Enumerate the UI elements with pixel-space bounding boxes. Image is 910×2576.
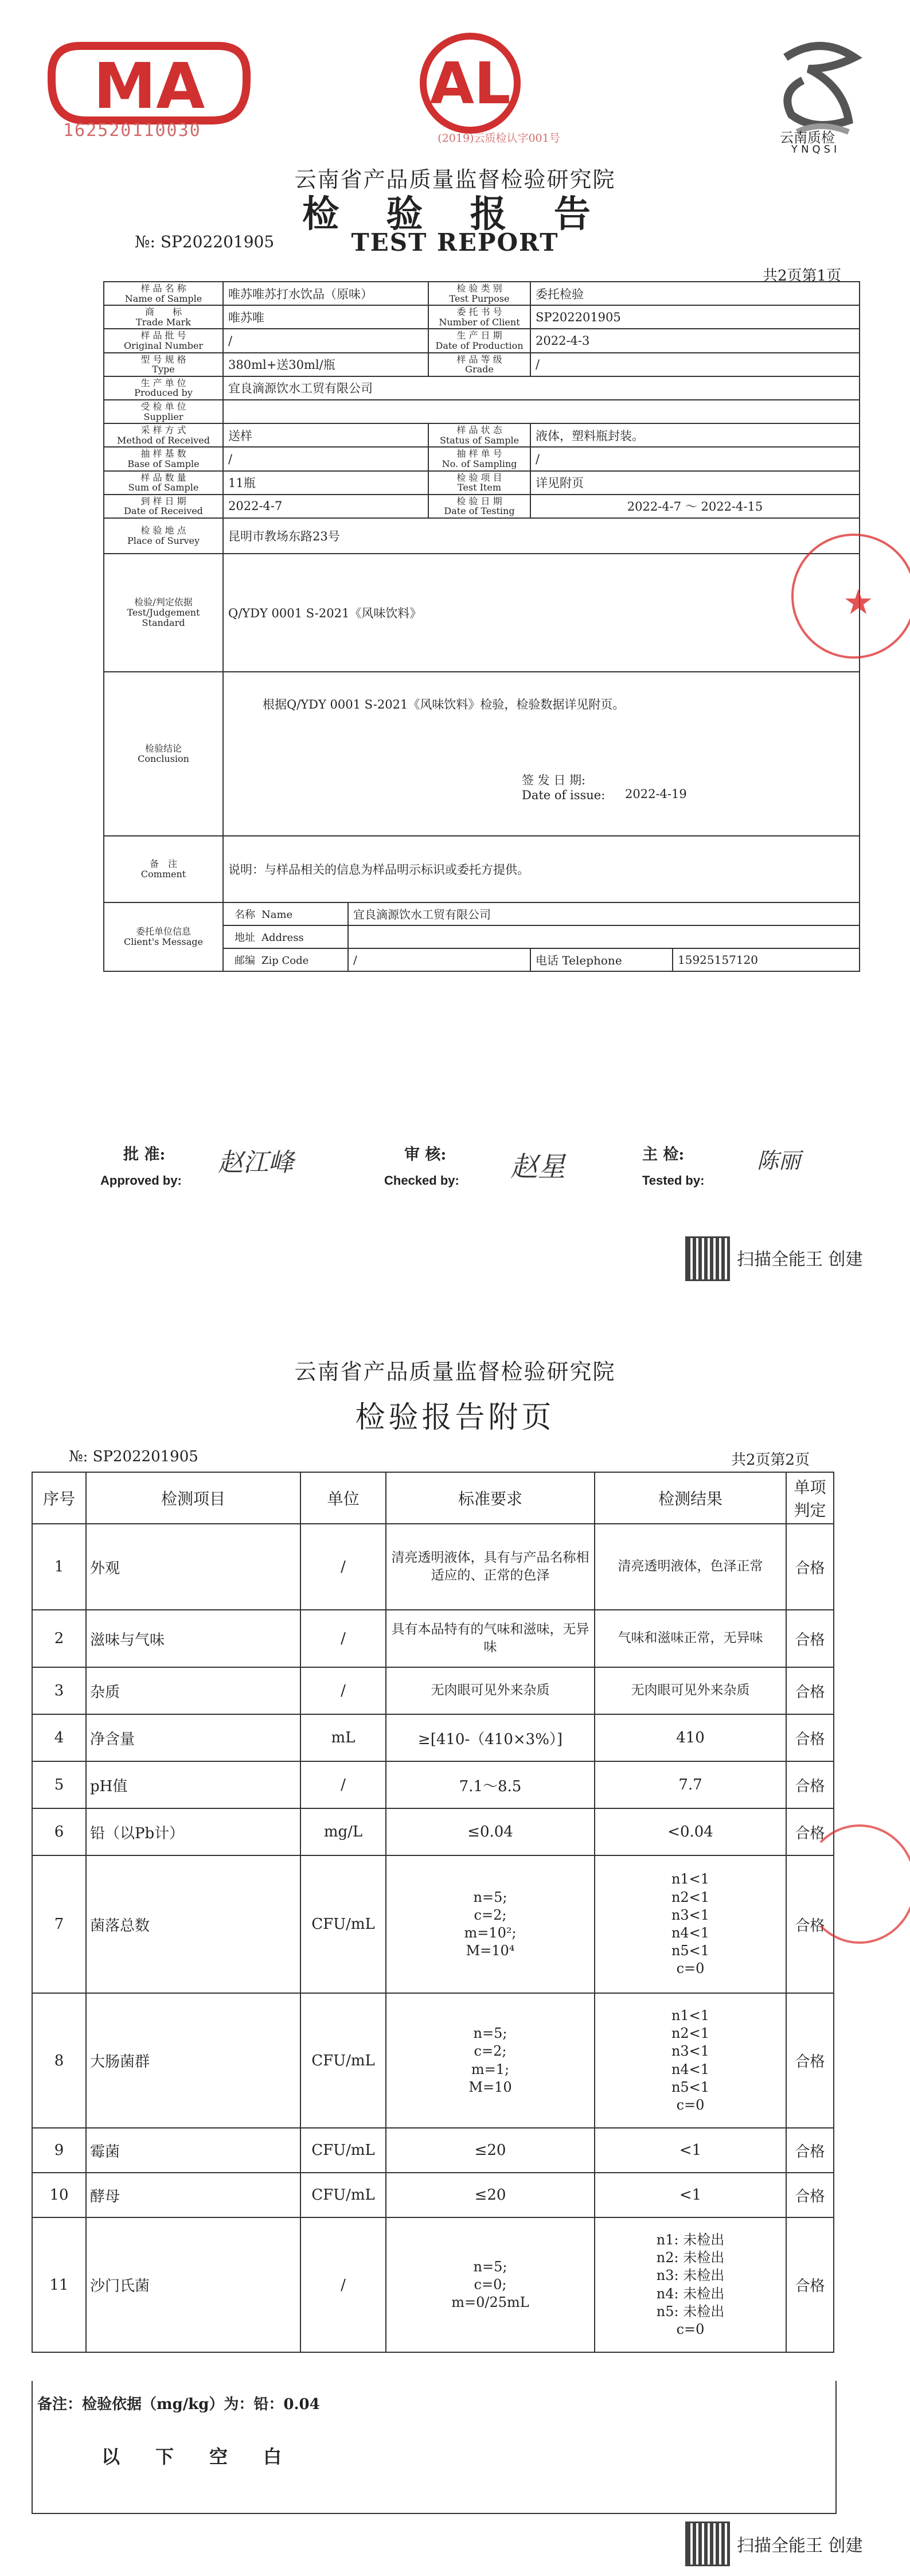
- table-row: [104, 672, 860, 836]
- row-requirement: n=5; c=0; m=0/25mL: [386, 2217, 595, 2352]
- table-row: [104, 902, 860, 971]
- row-requirement: ≤20: [386, 2173, 595, 2217]
- table-row: [104, 423, 860, 447]
- issue-date-label-cn: 签 发 日 期:: [522, 773, 586, 787]
- notes-block: [32, 2381, 837, 2514]
- row-judgement: 合格: [786, 1714, 834, 1761]
- test-purpose-value: 委托检验: [530, 282, 860, 305]
- row-unit: /: [300, 1524, 386, 1610]
- row-requirement: 具有本品特有的气味和滋味，无异味: [386, 1610, 595, 1667]
- grade-label: 样 品 等 级 Grade: [428, 353, 530, 376]
- test-item-value: 详见附页: [530, 471, 860, 495]
- test-purpose-label: 检 验 类 别 Test Purpose: [428, 282, 530, 305]
- row-judgement: 合格: [786, 2217, 834, 2352]
- cal-number: (2019)云质检认字001号: [438, 132, 560, 145]
- page-number: 共2页第1页: [763, 267, 842, 285]
- row-no: 9: [32, 2128, 86, 2173]
- method-received-value: 送样: [223, 423, 428, 447]
- row-item: 沙门氏菌: [86, 2217, 300, 2352]
- row-result: <1: [595, 2173, 786, 2217]
- table-row: [104, 518, 860, 554]
- col-header-item: 检测项目: [86, 1472, 300, 1524]
- client-info-label: 委托单位信息 Client's Message: [104, 902, 223, 971]
- production-date-value: 2022-4-3: [530, 329, 860, 352]
- row-no: 5: [32, 1761, 86, 1808]
- supplier-value: [223, 400, 860, 423]
- row-no: 4: [32, 1714, 86, 1761]
- client-name-label: 名称 Name: [224, 903, 348, 925]
- client-no-value: SP202201905: [530, 305, 860, 329]
- row-requirement: ≤0.04: [386, 1808, 595, 1855]
- row-item: pH值: [86, 1761, 300, 1808]
- table-row: [32, 1855, 834, 1993]
- row-unit: CFU/mL: [300, 1993, 386, 2128]
- original-no-value: /: [223, 329, 428, 352]
- scanner-watermark: 扫描全能王 创建: [737, 1250, 863, 1270]
- standard-value: Q/YDY 0001 S-2021《风味饮料》: [223, 554, 860, 672]
- table-row: [104, 329, 860, 352]
- table-row: [32, 1714, 834, 1761]
- original-no-label: 样 品 批 号 Original Number: [104, 329, 223, 352]
- table-row: [32, 2173, 834, 2217]
- client-address-label: 地址 Address: [224, 925, 348, 948]
- row-unit: mg/L: [300, 1808, 386, 1855]
- table-row: [104, 447, 860, 470]
- row-result: 气味和滋味正常，无异味: [595, 1610, 786, 1667]
- row-result: 清亮透明液体，色泽正常: [595, 1524, 786, 1610]
- qr-code-icon: [685, 2521, 730, 2566]
- row-no: 10: [32, 2173, 86, 2217]
- table-row: [32, 1808, 834, 1855]
- client-info-cell: [223, 902, 860, 971]
- base-sample-label: 抽 样 基 数 Base of Sample: [104, 447, 223, 470]
- table-row: [32, 1761, 834, 1808]
- issue-date-value: 2022-4-19: [625, 787, 687, 801]
- table-row: [104, 471, 860, 495]
- col-header-requirement: 标准要求: [386, 1472, 595, 1524]
- table-row: [104, 282, 860, 305]
- row-requirement: n=5; c=2; m=1; M=10: [386, 1993, 595, 2128]
- producer-value: 宜良滴源饮水工贸有限公司: [223, 376, 860, 400]
- row-item: 杂质: [86, 1667, 300, 1714]
- ynqsi-name: 云南质检: [780, 130, 835, 146]
- issue-date-label-en: Date of issue:: [522, 788, 606, 803]
- row-no: 1: [32, 1524, 86, 1610]
- col-header-judgement: 单项判定: [786, 1472, 834, 1524]
- approved-label-cn: 批 准:: [123, 1146, 166, 1164]
- notes-text: 备注：检验依据（mg/kg）为：铅：0.04: [37, 2396, 320, 2413]
- client-name-value: 宜良滴源饮水工贸有限公司: [348, 903, 859, 925]
- cal-logo-text: AL: [429, 50, 511, 117]
- row-result: <0.04: [595, 1808, 786, 1855]
- type-label: 型 号 规 格 Type: [104, 353, 223, 376]
- row-no: 7: [32, 1855, 86, 1993]
- table-row: [104, 376, 860, 400]
- sample-name-value: 唯苏唯苏打水饮品（原味）: [223, 282, 428, 305]
- row-requirement: 无肉眼可见外来杂质: [386, 1667, 595, 1714]
- type-value: 380ml+送30ml/瓶: [223, 353, 428, 376]
- qr-code-icon: [685, 1236, 730, 1281]
- standard-label: 检验/判定依据 Test/Judgement Standard: [104, 554, 223, 672]
- row-item: 霉菌: [86, 2128, 300, 2173]
- row-unit: CFU/mL: [300, 2128, 386, 2173]
- appendix-title: 检验报告附页: [355, 1400, 555, 1435]
- checked-label-en: Checked by:: [384, 1173, 459, 1188]
- report-number: №: SP202201905: [135, 232, 275, 251]
- sample-name-label: 样 品 名 称 Name of Sample: [104, 282, 223, 305]
- report-title-cn: 检 验 报 告: [302, 193, 608, 236]
- col-header-result: 检测结果: [595, 1472, 786, 1524]
- row-judgement: 合格: [786, 1855, 834, 1993]
- table-row: [104, 305, 860, 329]
- partial-stamp: [803, 1824, 910, 1944]
- table-row: [32, 1993, 834, 2128]
- row-result: n1<1 n2<1 n3<1 n4<1 n5<1 c=0: [595, 1993, 786, 2128]
- client-no-label: 委 托 书 号 Number of Client: [428, 305, 530, 329]
- trade-mark-label: 商 标 Trade Mark: [104, 305, 223, 329]
- approved-signature: 赵江峰: [218, 1148, 294, 1177]
- tested-label-en: Tested by:: [642, 1173, 705, 1188]
- conclusion-label: 检验结论 Conclusion: [104, 672, 223, 836]
- row-judgement: 合格: [786, 1993, 834, 2128]
- row-result: n1: 未检出 n2: 未检出 n3: 未检出 n4: 未检出 n5: 未检出 c=0: [595, 2217, 786, 2352]
- row-requirement: 7.1～8.5: [386, 1761, 595, 1808]
- checked-label-cn: 审 核:: [404, 1146, 447, 1164]
- date-testing-label: 检 验 日 期 Date of Testing: [428, 495, 530, 518]
- row-requirement: n=5; c=2; m=10²; M=10⁴: [386, 1855, 595, 1993]
- blank-marker: 以下空白: [101, 2446, 318, 2468]
- row-result: 7.7: [595, 1761, 786, 1808]
- row-item: 铅（以Pb计）: [86, 1808, 300, 1855]
- sum-sample-label: 样 品 数 量 Sum of Sample: [104, 471, 223, 495]
- row-result: 无肉眼可见外来杂质: [595, 1667, 786, 1714]
- checked-signature: 赵星: [510, 1151, 566, 1183]
- approved-label-en: Approved by:: [100, 1173, 182, 1188]
- date-testing-value: 2022-4-7 ～ 2022-4-15: [530, 495, 860, 518]
- row-no: 8: [32, 1993, 86, 2128]
- institute-name: 云南省产品质量监督检验研究院: [294, 167, 616, 192]
- table-row: [32, 1524, 834, 1610]
- conclusion-text: 根据Q/YDY 0001 S-2021《风味饮料》检验，检验数据详见附页。: [263, 697, 625, 711]
- sample-status-value: 液体，塑料瓶封装。: [530, 423, 860, 447]
- row-item: 净含量: [86, 1714, 300, 1761]
- row-item: 滋味与气味: [86, 1610, 300, 1667]
- table-row: [32, 1667, 834, 1714]
- sample-status-label: 样 品 状 态 Status of Sample: [428, 423, 530, 447]
- col-header-unit: 单位: [300, 1472, 386, 1524]
- row-requirement: 清亮透明液体，具有与产品名称相适应的、正常的色泽: [386, 1524, 595, 1610]
- row-no: 6: [32, 1808, 86, 1855]
- ynqsi-abbr: YNQSI: [791, 143, 841, 155]
- row-item: 酵母: [86, 2173, 300, 2217]
- report-info-table: [103, 281, 860, 972]
- test-results-table: [32, 1472, 834, 2353]
- client-tel-label: 电话 Telephone: [530, 948, 673, 971]
- cal-logo: [396, 29, 545, 172]
- table-row: [104, 495, 860, 518]
- row-unit: /: [300, 1761, 386, 1808]
- row-judgement: 合格: [786, 1808, 834, 1855]
- row-unit: CFU/mL: [300, 2173, 386, 2217]
- row-judgement: 合格: [786, 1667, 834, 1714]
- row-no: 3: [32, 1667, 86, 1714]
- date-received-value: 2022-4-7: [223, 495, 428, 518]
- producer-label: 生 产 单 位 Produced by: [104, 376, 223, 400]
- client-address-row: [224, 925, 859, 948]
- table-row: [104, 353, 860, 376]
- row-item: 大肠菌群: [86, 1993, 300, 2128]
- row-no: 11: [32, 2217, 86, 2352]
- cma-logo-text: MA: [93, 49, 205, 123]
- client-zip-label: 邮编 Zip Code: [224, 948, 348, 971]
- sampling-no-value: /: [530, 447, 860, 470]
- client-tel-value: 15925157120: [678, 952, 758, 967]
- tested-signature: 陈丽: [757, 1148, 801, 1173]
- row-result: 410: [595, 1714, 786, 1761]
- row-unit: /: [300, 2217, 386, 2352]
- row-result: <1: [595, 2128, 786, 2173]
- comment-label: 备 注 Comment: [104, 836, 223, 902]
- client-zip-value: /: [348, 948, 530, 971]
- cma-number: 162520110030: [63, 120, 201, 141]
- row-unit: mL: [300, 1714, 386, 1761]
- tested-label-cn: 主 检:: [642, 1146, 685, 1164]
- row-unit: /: [300, 1667, 386, 1714]
- client-zip-row: [224, 948, 859, 971]
- cma-logo: [46, 34, 252, 172]
- row-unit: /: [300, 1610, 386, 1667]
- scanner-watermark: 扫描全能王 创建: [737, 2536, 863, 2556]
- date-received-label: 到 样 日 期 Date of Received: [104, 495, 223, 518]
- grade-value: /: [530, 353, 860, 376]
- row-item: 外观: [86, 1524, 300, 1610]
- sum-sample-value: 11瓶: [223, 471, 428, 495]
- supplier-label: 受 检 单 位 Supplier: [104, 400, 223, 423]
- table-row: [104, 836, 860, 902]
- conclusion-cell: [223, 672, 860, 836]
- comment-value: 说明：与样品相关的信息为样品明示标识或委托方提供。: [223, 836, 860, 902]
- trade-mark-value: 唯苏唯: [223, 305, 428, 329]
- row-requirement: ≥[410-（410×3%）]: [386, 1714, 595, 1761]
- base-sample-value: /: [223, 447, 428, 470]
- sampling-no-label: 抽 样 单 号 No. of Sampling: [428, 447, 530, 470]
- appendix-page-number: 共2页第2页: [731, 1452, 810, 1469]
- report-title-en: TEST REPORT: [351, 228, 559, 256]
- method-received-label: 采 样 方 式 Method of Received: [104, 423, 223, 447]
- place-survey-value: 昆明市教场东路23号: [223, 518, 860, 554]
- appendix-report-number: №: SP202201905: [69, 1448, 198, 1465]
- table-row: [104, 554, 860, 672]
- table-header-row: [32, 1472, 834, 1524]
- row-requirement: ≤20: [386, 2128, 595, 2173]
- row-no: 2: [32, 1610, 86, 1667]
- table-row: [32, 2128, 834, 2173]
- row-judgement: 合格: [786, 1524, 834, 1610]
- row-item: 菌落总数: [86, 1855, 300, 1993]
- table-row: [104, 400, 860, 423]
- row-judgement: 合格: [786, 2173, 834, 2217]
- stamp-star-icon: ★: [843, 582, 874, 622]
- col-header-no: 序号: [32, 1472, 86, 1524]
- production-date-label: 生 产 日 期 Date of Production: [428, 329, 530, 352]
- test-item-label: 检 验 项 目 Test Item: [428, 471, 530, 495]
- row-judgement: 合格: [786, 1610, 834, 1667]
- row-judgement: 合格: [786, 1761, 834, 1808]
- client-name-row: [224, 903, 859, 925]
- table-row: [32, 2217, 834, 2352]
- table-row: [32, 1610, 834, 1667]
- appendix-institute-name: 云南省产品质量监督检验研究院: [294, 1359, 616, 1384]
- client-info-table: [224, 903, 859, 971]
- client-address-value: [348, 925, 859, 948]
- row-result: n1<1 n2<1 n3<1 n4<1 n5<1 c=0: [595, 1855, 786, 1993]
- issue-date-block: [522, 773, 605, 803]
- place-survey-label: 检 验 地 点 Place of Survey: [104, 518, 223, 554]
- row-judgement: 合格: [786, 2128, 834, 2173]
- row-unit: CFU/mL: [300, 1855, 386, 1993]
